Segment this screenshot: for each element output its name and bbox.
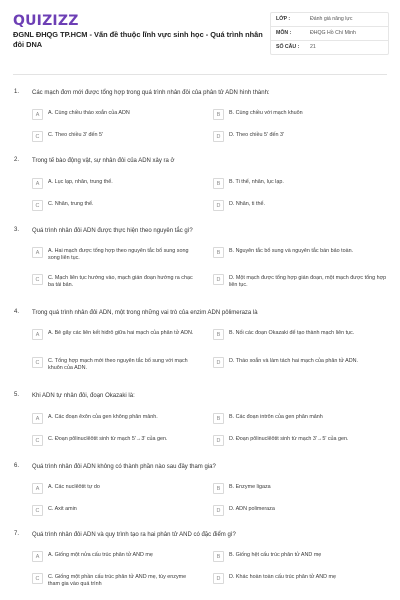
option-text: C. Giống một phần cấu trúc phân tử AND mẹ, tùy enzyme tham gia vào quá trình [48,574,187,588]
meta-row-socau [271,41,388,54]
option-text: B. Cùng chiều với mạch khuôn [229,110,303,116]
option-d[interactable] [213,573,388,584]
option-letter-box: D [213,200,224,211]
option-text: C. Mạch liên tục hướng vào, mạch gián đoạn hướng ra chạc ba tái bản. [48,275,193,289]
meta-label-mon: MÔN : [276,30,292,36]
option-text: D. ADN polimeraza [229,506,275,512]
option-text: D. Nhân, ti thể. [229,201,265,207]
option-c[interactable] [32,274,197,290]
option-a[interactable] [32,551,197,562]
option-letter-box: D [213,131,224,142]
option-text: B. Nguyên tắc bổ sung và nguyên tắc bán bảo toàn. [229,248,354,254]
option-text: A. Các nuclêôtit tự do [48,484,100,490]
option-text: D. Tháo xoắn và làm tách hai mạch của phân tử ADN. [229,358,359,364]
option-d[interactable] [213,505,388,516]
option-text: C. Tổng hợp mạch mới theo nguyên tắc bổ sung với mạch khuôn của ADN. [48,358,188,372]
option-text: A. Giống một nửa cấu trúc phân tử AND mẹ [48,552,153,558]
question-number: 4. [14,309,20,315]
header-divider [13,74,387,75]
option-b[interactable] [213,551,388,562]
option-text: A. Hai mạch được tổng hợp theo nguyên tắc bổ sung song song liên tục. [48,248,189,262]
option-d[interactable] [213,200,388,211]
option-a[interactable] [32,178,197,189]
question-number: 7. [14,531,20,537]
option-a[interactable] [32,109,197,120]
option-letter-box: A [32,247,43,258]
question-number: 5. [14,392,20,398]
option-letter-box: A [32,109,43,120]
question-text: Quá trình nhân đôi ADN và quy trình tạo ra hai phân tử AND có đặc điểm gì? [32,532,236,538]
option-letter-box: B [213,483,224,494]
option-letter-box: D [213,435,224,446]
option-text: D. Đoạn pôlinuclêôtit sinh từ mạch 3'→5' của gen. [229,436,349,442]
option-text: D. Khác hoàn toàn cấu trúc phân tử AND mẹ [229,574,336,580]
meta-value-socau: 21 [310,44,316,50]
option-letter-box: D [213,274,224,285]
option-a[interactable] [32,413,197,424]
option-c[interactable] [32,200,197,211]
option-letter-box: C [32,131,43,142]
option-letter-box: D [213,505,224,516]
option-text: B. Enzyme ligaza [229,484,271,490]
option-text: B. Các đoạn intrôn của gen phân mảnh [229,414,323,420]
meta-value-mon: ĐHQG Hồ Chí Minh [310,30,356,36]
option-d[interactable] [213,274,388,290]
option-c[interactable] [32,357,197,373]
option-b[interactable] [213,329,388,340]
option-c[interactable] [32,131,197,142]
option-letter-box: A [32,413,43,424]
meta-row-lop [271,13,388,27]
question-text: Các mạch đơn mới được tổng hợp trong quá trình nhân đôi của phân tử ADN hình thành: [32,90,270,96]
option-letter-box: C [32,357,43,368]
meta-table [270,12,389,55]
option-letter-box: C [32,274,43,285]
option-letter-box: C [32,573,43,584]
page-title: ĐGNL ĐHQG TP.HCM - Vấn đề thuộc lĩnh vực sinh học - Quá trình nhân đôi DNA [13,30,263,49]
question-text: Khi ADN tự nhân đôi, đoạn Okazaki là: [32,393,135,399]
question-number: 2. [14,157,20,163]
option-text: C. Axit amin [48,506,77,512]
option-text: A. Lục lạp, nhân, trung thể. [48,179,113,185]
option-letter-box: A [32,178,43,189]
option-d[interactable] [213,357,388,368]
option-letter-box: C [32,435,43,446]
option-letter-box: A [32,329,43,340]
option-letter-box: B [213,551,224,562]
option-letter-box: C [32,200,43,211]
option-letter-box: B [213,247,224,258]
meta-row-mon [271,27,388,41]
option-letter-box: D [213,573,224,584]
option-text: C. Nhân, trung thể. [48,201,94,207]
option-text: D. Một mạch được tổng hợp gián đoạn, một mạch được tổng hợp liên tục. [229,275,387,289]
question-text: Quá trình nhân đôi ADN không có thành phần nào sau đây tham gia? [32,464,216,470]
option-c[interactable] [32,573,197,589]
question-text: Trong quá trình nhân đôi ADN, một trong những vai trò của enzim ADN pôlimeraza là [32,310,258,316]
option-a[interactable] [32,329,197,340]
quizizz-logo: QUIZIZZ [13,13,79,29]
option-text: A. Các đoạn êxôn của gen không phân mảnh. [48,414,158,420]
question-text: Quá trình nhân đôi ADN được thực hiện theo nguyên tắc gì? [32,228,193,234]
question-number: 1. [14,89,20,95]
option-letter-box: C [32,505,43,516]
option-letter-box: D [213,357,224,368]
option-text: C. Theo chiều 3' đến 5' [48,132,104,138]
option-text: B. Giống hệt cấu trúc phân tử AND mẹ [229,552,322,558]
option-text: A. Cùng chiều tháo xoắn của ADN [48,110,130,116]
option-letter-box: B [213,413,224,424]
option-a[interactable] [32,247,197,263]
option-text: B. Ti thể, nhân, lục lạp. [229,179,284,185]
option-b[interactable] [213,483,388,494]
option-text: D. Theo chiều 5' đến 3' [229,132,285,138]
option-letter-box: A [32,551,43,562]
option-text: B. Nối các đoạn Okazaki để tạo thành mạch liên tục. [229,330,355,336]
option-text: C. Đoạn pôlinuclêôtit sinh từ mạch 5'→3' của gen. [48,436,168,442]
question-number: 3. [14,227,20,233]
meta-value-lop: Đánh giá năng lực [310,16,353,22]
option-c[interactable] [32,505,197,516]
option-b[interactable] [213,413,388,424]
question-number: 6. [14,463,20,469]
meta-label-lop: LỚP : [276,16,291,22]
option-b[interactable] [213,247,388,258]
option-letter-box: B [213,329,224,340]
option-a[interactable] [32,483,197,494]
option-b[interactable] [213,109,388,120]
option-letter-box: A [32,483,43,494]
meta-label-socau: SỐ CÂU : [276,44,300,50]
option-d[interactable] [213,131,388,142]
option-b[interactable] [213,178,388,189]
option-letter-box: B [213,109,224,120]
question-text: Trong tế bào động vật, sự nhân đôi của ADN xảy ra ở [32,158,175,164]
option-d[interactable] [213,435,388,446]
option-text: A. Bẻ gãy các liên kết hiđrô giữa hai mạch của phân tử ADN. [48,330,194,336]
option-letter-box: B [213,178,224,189]
option-c[interactable] [32,435,197,446]
